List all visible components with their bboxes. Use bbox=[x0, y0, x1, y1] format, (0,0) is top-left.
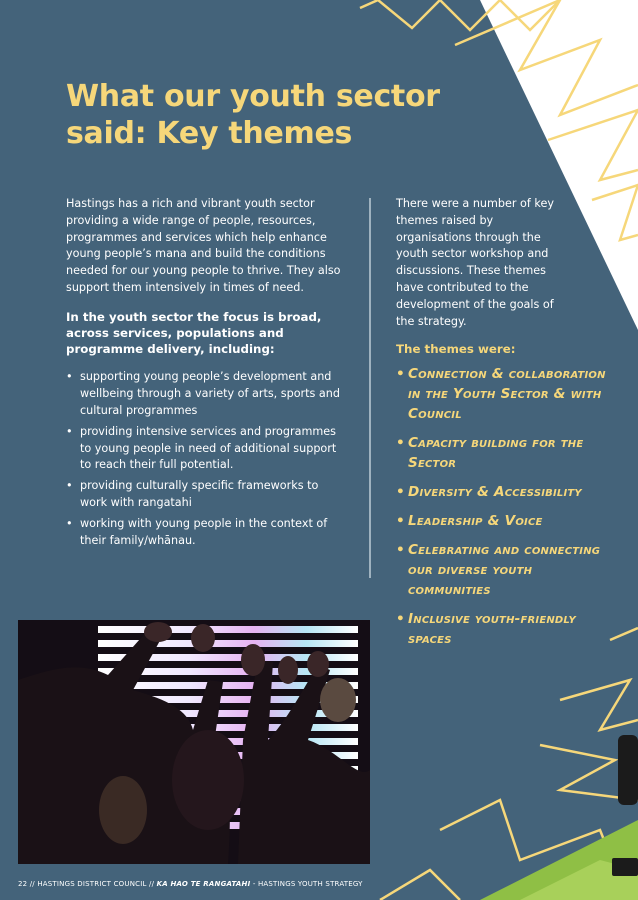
theme-item: • Connection & collaboration in the Youth Sector & with Council bbox=[396, 364, 608, 424]
footer-council: HASTINGS DISTRICT COUNCIL bbox=[37, 880, 147, 888]
footer-separator: // bbox=[149, 880, 155, 888]
theme-item: • Celebrating and connecting our diverse youth communities bbox=[396, 540, 608, 600]
list-item: • providing culturally specific frameworks to work with rangatahi bbox=[66, 478, 348, 512]
list-item: • providing intensive services and programmes to young people in need of additional support to reach their full potential. bbox=[66, 424, 348, 474]
theme-item: • Inclusive youth-friendly spaces bbox=[396, 609, 608, 649]
photo-raised-hands bbox=[18, 620, 370, 864]
right-intro-paragraph: There were a number of key themes raised by organisations through the youth sector workshop and discussions. These themes have contributed to the development of the goals of the strategy. bbox=[396, 197, 554, 328]
footer-separator: // bbox=[29, 880, 35, 888]
themes-list bbox=[396, 364, 606, 649]
themes-label: The themes were: bbox=[396, 342, 516, 357]
column-divider bbox=[369, 198, 371, 578]
focus-bullet-list bbox=[66, 369, 348, 549]
footer-strategy-english: - HASTINGS YOUTH STRATEGY bbox=[252, 880, 363, 888]
page-footer bbox=[18, 880, 363, 888]
theme-item: • Diversity & Accessibility bbox=[396, 482, 608, 502]
footer-strategy-maori: KA HAO TE RANGATAHI bbox=[156, 880, 251, 888]
zigzag-bottom-5 bbox=[610, 628, 638, 640]
left-column bbox=[66, 196, 348, 553]
dark-object-base bbox=[612, 858, 638, 876]
zigzag-bottom-4 bbox=[380, 870, 460, 900]
list-item: • supporting young people’s development and wellbeing through a variety of arts, sports and cultural programmes bbox=[66, 369, 348, 419]
theme-item: • Capacity building for the Sector bbox=[396, 433, 608, 473]
right-column bbox=[396, 196, 606, 658]
focus-statement: In the youth sector the focus is broad, across services, populations and programme delivery, including: bbox=[66, 309, 322, 357]
dark-object bbox=[618, 735, 638, 805]
page-number: 22 bbox=[18, 880, 28, 888]
theme-item: • Leadership & Voice bbox=[396, 511, 608, 531]
list-item: • working with young people in the context of their family/whānau. bbox=[66, 516, 348, 550]
photo-illustration bbox=[18, 620, 370, 864]
zigzag-bottom-1 bbox=[560, 680, 638, 730]
left-intro-paragraph: Hastings has a rich and vibrant youth sector providing a wide range of people, resources, programmes and services which help enhance young people’s mana and build the conditions needed for our young people to thrive. They also support them intensively in times of need. bbox=[66, 197, 341, 294]
page-title: What our youth sector said: Key themes bbox=[66, 79, 440, 151]
